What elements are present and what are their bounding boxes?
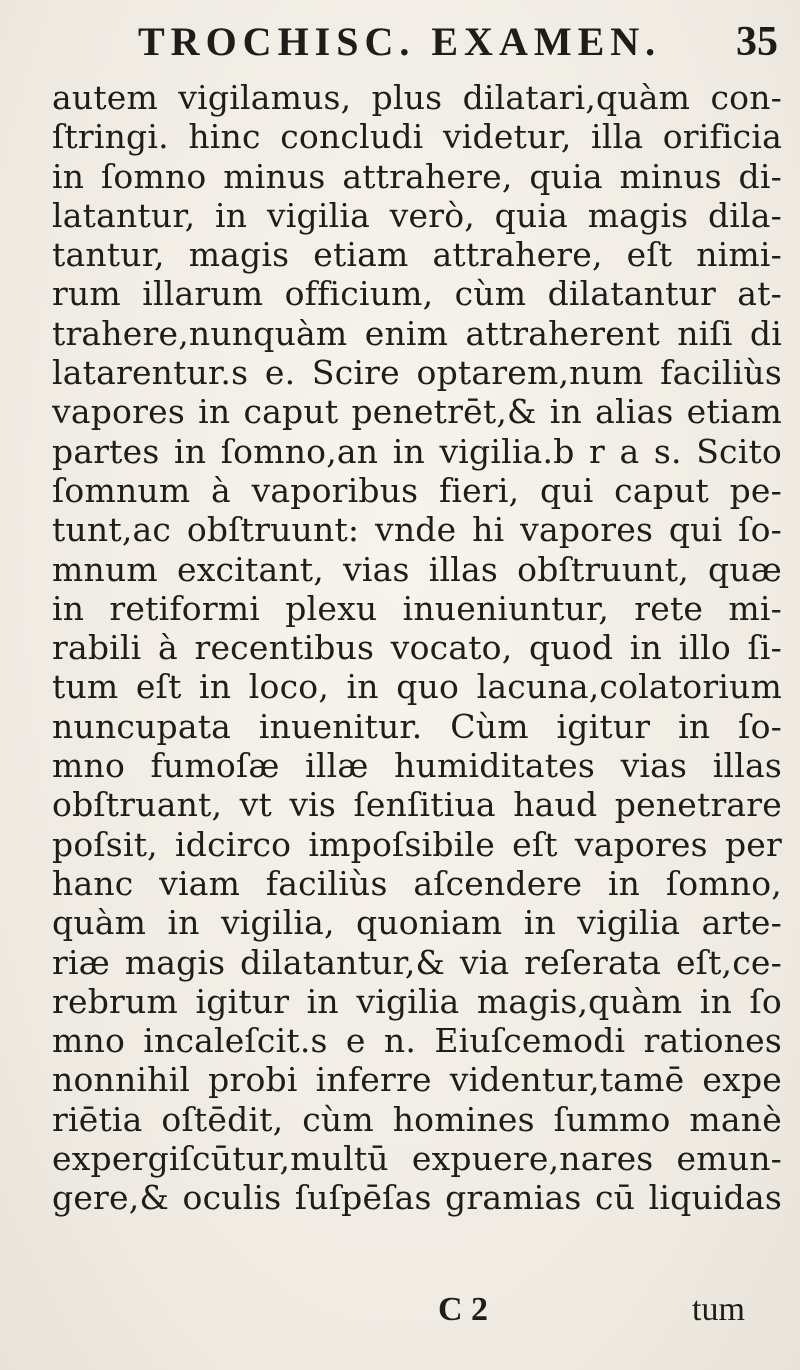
text-line: in retiformi plexu inueniuntur, rete mi- <box>52 588 782 628</box>
text-line: partes in ſomno,an in vigilia.b r a s. Scito <box>52 431 782 471</box>
text-line: vapores in caput penetrēt,& in alias etiam <box>52 392 782 432</box>
text-line: ſtringi. hinc concludi videtur, illa orificia <box>52 117 782 157</box>
text-line: obſtruant, vt vis ſenſitiua haud penetrare <box>52 785 782 825</box>
text-line: ſomnum à vaporibus fieri, qui caput pe- <box>52 470 782 510</box>
text-line: quàm in vigilia, quoniam in vigilia arte- <box>52 903 782 943</box>
text-line: rebrum igitur in vigilia magis,quàm in ſo <box>52 981 782 1021</box>
text-line: mno incaleſcit.s e n. Eiuſcemodi rationes <box>52 1021 782 1061</box>
text-line: tum eſt in loco, in quo lacuna,colatorium <box>52 667 782 707</box>
page-number: 35 <box>736 19 778 65</box>
body-text <box>52 78 782 1218</box>
text-line: rum illarum officium, cùm dilatantur at- <box>52 274 782 314</box>
text-line: expergiſcūtur,multū expuere,nares emun- <box>52 1139 782 1179</box>
text-line: gere,& oculis ſuſpēſas gramias cū liquidas <box>52 1178 782 1218</box>
text-line: tunt,ac obſtruunt: vnde hi vapores qui ſo- <box>52 510 782 550</box>
text-line: in ſomno minus attrahere, quia minus di- <box>52 156 782 196</box>
text-line: autem vigilamus, plus dilatari,quàm con- <box>52 78 782 117</box>
page-footer <box>0 1290 800 1330</box>
catchword: tum <box>692 1291 745 1328</box>
running-head <box>138 18 778 78</box>
text-line: latarentur.s e. Scire optarem,num faciliùs <box>52 353 782 393</box>
text-line: trahere,nunquàm enim attraherent niſi di <box>52 313 782 353</box>
text-line: riētia oſtēdit, cùm homines ſummo manè <box>52 1099 782 1139</box>
text-line: nuncupata inuenitur. Cùm igitur in ſo- <box>52 706 782 746</box>
running-head-title: TROCHISC. EXAMEN. <box>138 19 662 64</box>
text-line: hanc viam faciliùs aſcendere in ſomno, <box>52 863 782 903</box>
text-line: tantur, magis etiam attrahere, eſt nimi- <box>52 235 782 275</box>
text-line: rabili à recentibus vocato, quod in illo ſi- <box>52 628 782 668</box>
signature-mark: C 2 <box>438 1291 489 1328</box>
text-line: latantur, in vigilia verò, quia magis dila- <box>52 195 782 235</box>
text-line: mnum excitant, vias illas obſtruunt, quæ <box>52 549 782 589</box>
text-line: poſsit, idcirco impoſsibile eſt vapores per <box>52 824 782 864</box>
text-line: mno fumoſæ illæ humiditates vias illas <box>52 746 782 786</box>
text-line: nonnihil probi inferre videntur,tamē expe <box>52 1060 782 1100</box>
text-line: riæ magis dilatantur,& via reſerata eſt,ce- <box>52 942 782 982</box>
